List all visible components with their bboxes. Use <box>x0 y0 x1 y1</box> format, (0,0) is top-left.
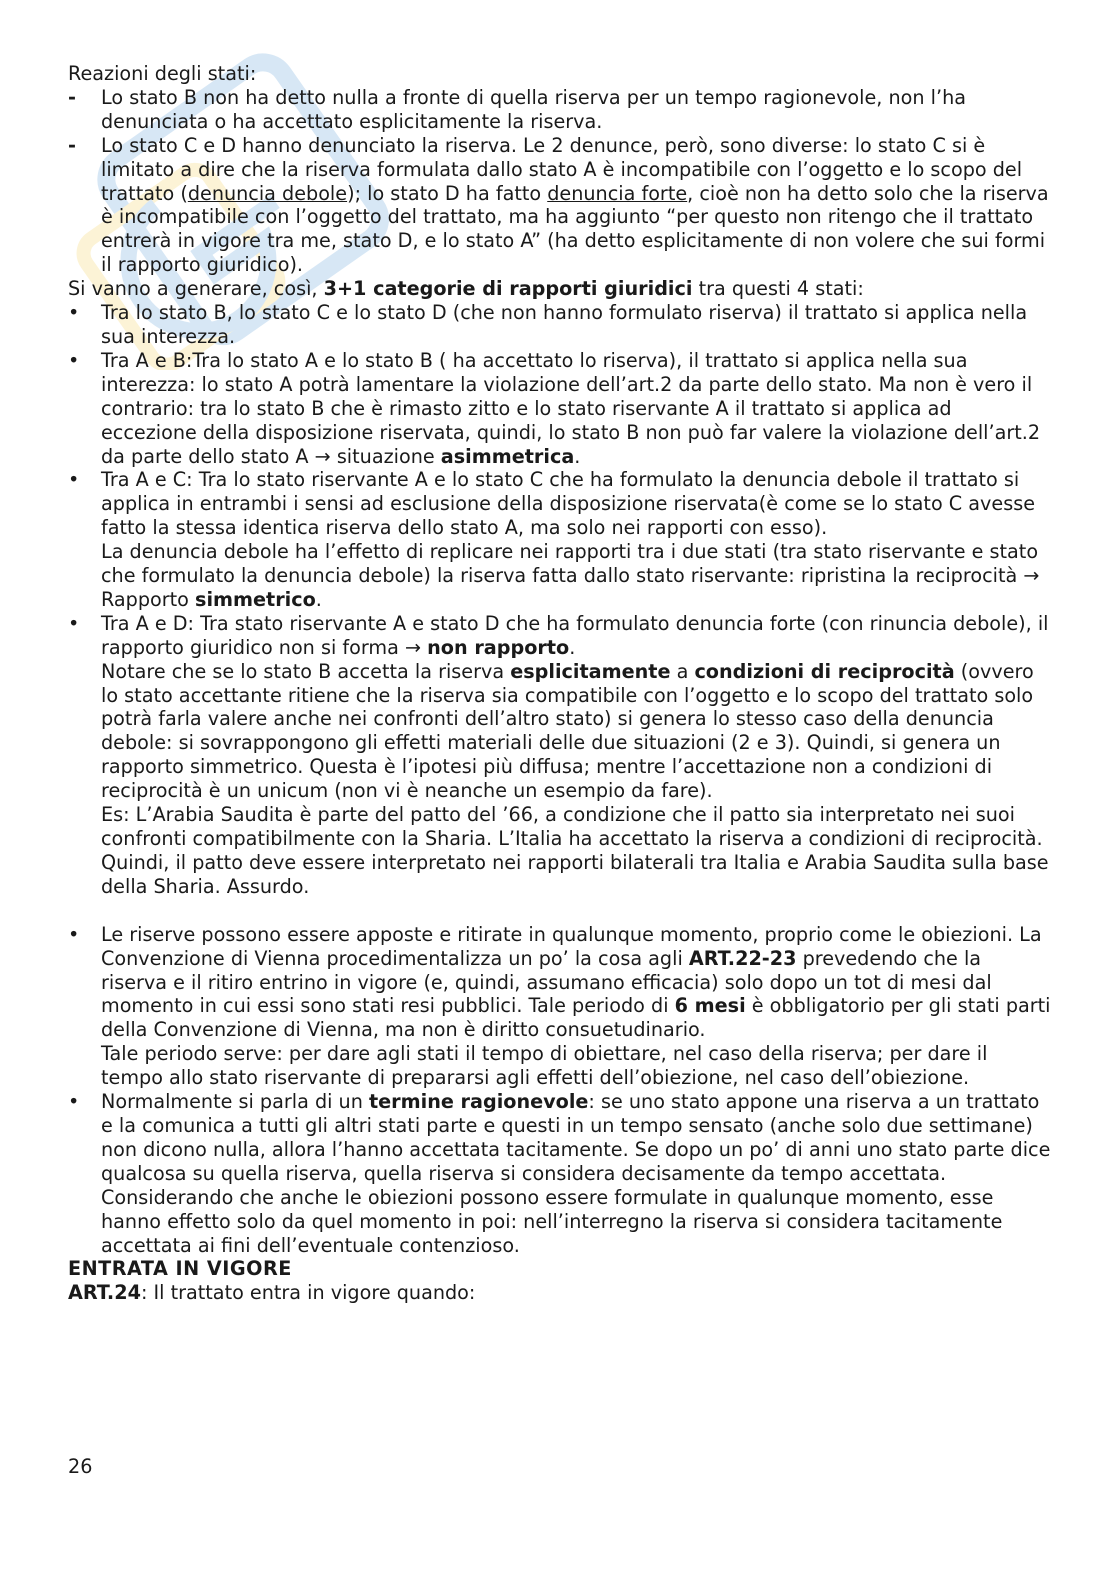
list-item: • Normalmente si parla di un termine ragionevole: se uno stato appone una riserva a un trattato e la comunica a tutti gli altri stati parte e questi in un tempo sensato (anche solo due settimane) non dicono nulla, allora l’hanno accettata tacitamente. Se dopo un po’ di anni uno stato parte dice qualcosa su quella riserva, quella riserva si considera decisamente da tempo accettata. Considerando che anche le obiezioni possono essere formulate in qualunque momento, esse hanno effetto solo da quel momento in poi: nell’interregno la riserva si considera tacitamente accettata ai fini dell’eventuale contenzioso. <box>68 1090 1053 1257</box>
list-item: • Tra A e B:Tra lo stato A e lo stato B ( ha accettato lo riserva), il trattato si applica nella sua interezza: lo stato A potrà lamentare la violazione dell’art.2 da parte dello stato. Ma non è vero il contrario: tra lo stato B che è rimasto zitto e lo stato riservante A il trattato si applica ad eccezione della disposizione riservata, quindi, lo stato B non può far valere la violazione dell’art.2 da parte dello stato A → situazione asimmetrica. <box>68 349 1053 469</box>
page-number: 26 <box>68 1455 93 1478</box>
list-item: • Le riserve possono essere apposte e ritirate in qualunque momento, proprio come le obiezioni. La Convenzione di Vienna procedimentalizza un po’ la cosa agli ART.22-23 prevedendo che la riserva e il ritiro entrino in vigore (e, quindi, assumano efficacia) solo dopo un tot di mesi dal momento in cui essi sono stati resi pubblici. Tale periodo di 6 mesi è obbligatorio per gli stati parti della Convenzione di Vienna, ma non è diritto consuetudinario. Tale periodo serve: per dare agli stati il tempo di obiettare, nel caso della riserva; per dare il tempo allo stato riservante di prepararsi agli effetti dell’obiezione, nel caso dell’obiezione. <box>68 923 1053 1090</box>
list-item: • Tra A e C: Tra lo stato riservante A e lo stato C che ha formulato la denuncia debole il trattato si applica in entrambi i sensi ad esclusione della disposizione riservata(è come se lo stato C avesse fatto la stessa identica riserva dello stato A, ma solo nei rapporti con esso). La denuncia debole ha l’effetto di replicare nei rapporti tra i due stati (tra stato riservante e stato che formulato la denuncia debole) la riserva fatta dallo stato riservante: ripristina la reciprocità → Rapporto simmetrico. <box>68 468 1053 611</box>
list-item: • Tra lo stato B, lo stato C e lo stato D (che non hanno formulato riserva) il trattato si applica nella sua interezza. <box>68 301 1053 349</box>
intro-line: Reazioni degli stati: <box>68 62 257 85</box>
list-item: - Lo stato B non ha detto nulla a fronte di quella riserva per un tempo ragionevole, non l’ha denunciata o ha accettato esplicitamente la riserva. <box>68 86 1053 134</box>
paragraph: ART.24: Il trattato entra in vigore quando: <box>68 1281 476 1305</box>
document-page <box>68 62 1053 1305</box>
list-item: - Lo stato C e D hanno denunciato la riserva. Le 2 denunce, però, sono diverse: lo stato C si è limitato a dire che la riserva formulata dallo stato A è incompatibile con l’oggetto e lo scopo del trattato (denuncia debole); lo stato D ha fatto denuncia forte, cioè non ha detto solo che la riserva è incompatibile con l’oggetto del trattato, ma ha aggiunto “per questo non ritengo che il trattato entrerà in vigore tra me, stato D, e lo stato A” (ha detto esplicitamente di non volere che sui formi il rapporto giuridico). <box>68 134 1053 277</box>
section-heading: ENTRATA IN VIGORE <box>68 1257 292 1281</box>
list-item: • Tra A e D: Tra stato riservante A e stato D che ha formulato denuncia forte (con rinuncia debole), il rapporto giuridico non si forma → non rapporto. Notare che se lo stato B accetta la riserva esplicitamente a condizioni di reciprocità (ovvero lo stato accettante ritiene che la riserva sia compatibile con l’oggetto e lo scopo del trattato solo potrà farla valere anche nei confronti dell’altro stato) si genera lo stesso caso della denuncia debole: si sovrappongono gli effetti materiali delle due situazioni (2 e 3). Quindi, si genera un rapporto simmetrico. Questa è l’ipotesi più diffusa; mentre l’accettazione non a condizioni di reciprocità è un unicum (non vi è neanche un esempio da fare). Es: L’Arabia Saudita è parte del patto del ’66, a condizione che il patto sia interpretato nei suoi confronti compatibilmente con la Sharia. L’Italia ha accettato la riserva a condizioni di reciprocità. Quindi, il patto deve essere interpretato nei rapporti bilaterali tra Italia e Arabia Saudita sulla base della Sharia. Assurdo. <box>68 612 1053 899</box>
paragraph: Si vanno a generare, così, 3+1 categorie di rapporti giuridici tra questi 4 stati: <box>68 277 864 301</box>
